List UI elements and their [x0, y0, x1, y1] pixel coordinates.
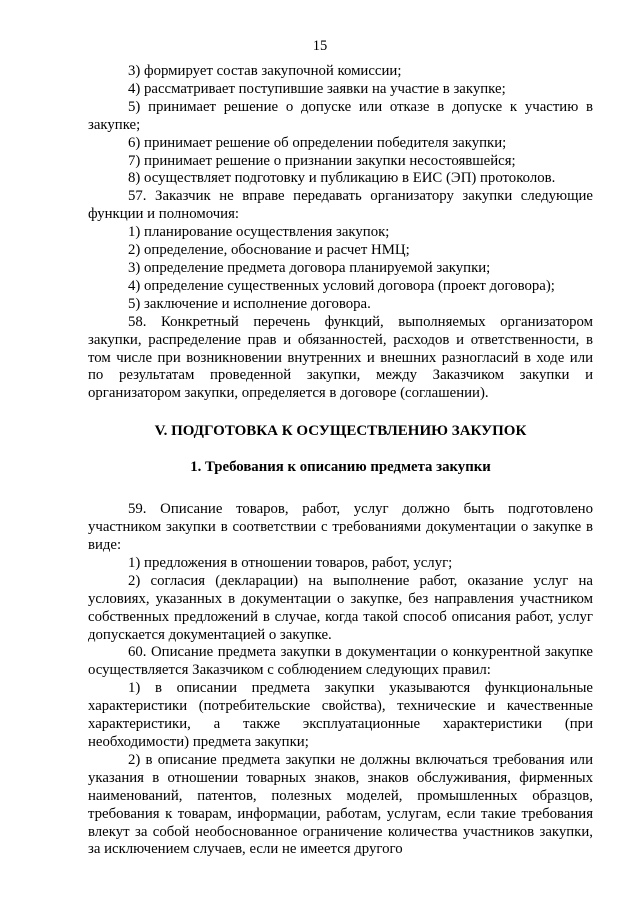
section-heading: V. ПОДГОТОВКА К ОСУЩЕСТВЛЕНИЮ ЗАКУПОК [154, 423, 527, 440]
page-content [88, 63, 593, 859]
list-item: 3) определение предмета договора планируемой закупки; [128, 259, 491, 276]
list-item: 4) определение существенных условий договора (проект договора); [128, 277, 555, 294]
paragraph-60: 60. Описание предмета закупки в документации о конкурентной закупке осуществляется Заказчиком с соблюдением следующих правил: [88, 644, 593, 679]
list-item: 8) осуществляет подготовку и публикацию в ЕИС (ЭП) протоколов. [128, 170, 556, 187]
list-item: 2) определение, обоснование и расчет НМЦ; [128, 242, 410, 259]
subsection-heading: 1. Требования к описанию предмета закупки [190, 459, 491, 476]
list-item: 1) предложения в отношении товаров, работ, услуг; [128, 554, 453, 571]
list-item: 1) в описании предмета закупки указываются функциональные характеристики (потребительские свойства), технические и качественные характеристики, а также эксплуатационные характеристики (при необходимости) предмета закупки; [88, 680, 593, 750]
list-item: 4) рассматривает поступившие заявки на участие в закупке; [128, 80, 506, 97]
list-item: 5) принимает решение о допуске или отказе в допуске к участию в закупке; [88, 98, 593, 133]
list-item: 2) в описание предмета закупки не должны включаться требования или указания в отношении товарных знаков, знаков обслуживания, фирменных наименований, патентов, полезных моделей, промышленных образцов, требования к товарам, информации, работам, услугам, если такие требования влекут за собой необоснованное ограничение количества участников закупки, за исключением случаев, если не имеется другого [88, 751, 593, 858]
paragraph-58: 58. Конкретный перечень функций, выполняемых организатором закупки, распределение прав и обязанностей, расходов и ответственности, в том числе при возникновении внутренних и внешних разногласий в ходе или по результатам проведенной закупки, между Заказчиком закупки и организатором закупки, определяется в договоре (соглашении). [88, 313, 593, 402]
paragraph-57: 57. Заказчик не вправе передавать организатору закупки следующие функции и полномочия: [88, 188, 593, 223]
list-item: 3) формирует состав закупочной комиссии; [128, 63, 402, 79]
list-item: 1) планирование осуществления закупок; [128, 224, 390, 241]
list-item: 5) заключение и исполнение договора. [128, 295, 371, 312]
list-item: 2) согласия (декларации) на выполнение работ, оказание услуг на условиях, указанных в документации о закупке, без направления участником собственных предложений в случае, когда такой способ описания работ, услуг допускается документацией о закупке. [88, 572, 593, 643]
list-item: 6) принимает решение об определении победителя закупки; [128, 134, 507, 151]
list-item: 7) принимает решение о признании закупки несостоявшейся; [128, 152, 516, 169]
page-number: 15 [312, 38, 328, 54]
paragraph-59: 59. Описание товаров, работ, услуг должно быть подготовлено участником закупки в соответствии с требованиями документации о закупке в виде: [88, 501, 593, 554]
